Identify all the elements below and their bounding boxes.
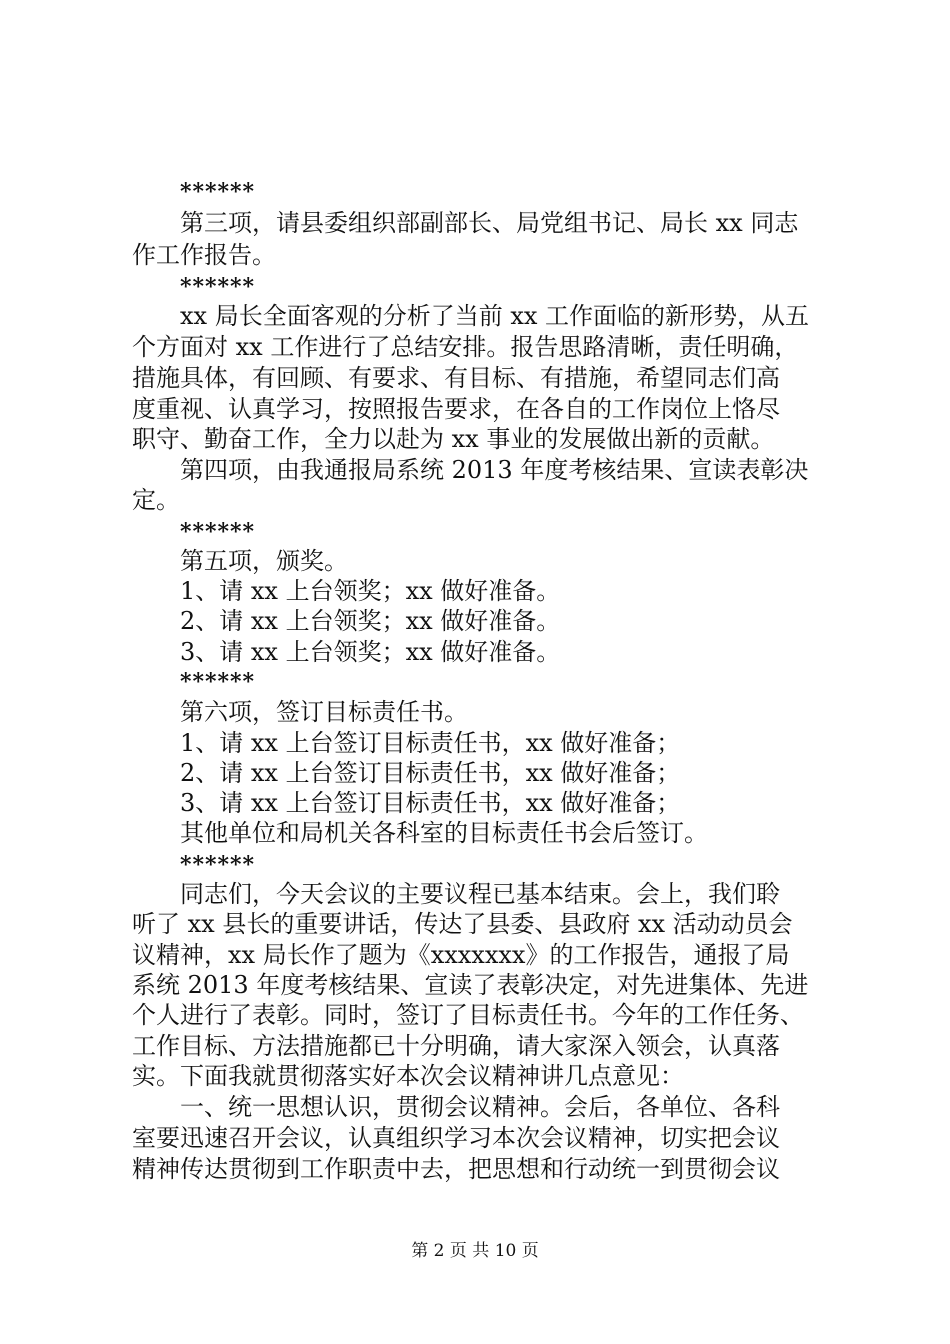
paragraph-line: 第三项，请县委组织部副部长、局党组书记、局长 xx 同志	[180, 209, 799, 237]
paragraph-line: 度重视、认真学习，按照报告要求，在各自的工作岗位上恪尽	[132, 395, 780, 423]
paragraph-line: 一、统一思想认识，贯彻会议精神。会后，各单位、各科	[180, 1093, 780, 1121]
paragraph-line: 第六项，签订目标责任书。	[180, 698, 468, 726]
separator-stars: ******	[180, 179, 256, 205]
separator-stars: ******	[180, 274, 256, 300]
list-item: 3、请 xx 上台签订目标责任书，xx 做好准备；	[180, 789, 681, 817]
separator-stars: ******	[180, 852, 256, 878]
paragraph-line: 议精神，xx 局长作了题为《xxxxxxx》的工作报告，通报了局	[132, 941, 790, 969]
paragraph-line: 个方面对 xx 工作进行了总结安排。报告思路清晰，责任明确，	[132, 333, 799, 361]
paragraph-line: 措施具体，有回顾、有要求、有目标、有措施，希望同志们高	[132, 364, 780, 392]
paragraph-line: 第五项，颁奖。	[180, 547, 348, 575]
paragraph-line: 定。	[132, 486, 180, 514]
page-number-footer: 第 2 页 共 10 页	[411, 1241, 539, 1261]
paragraph-line: 职守、勤奋工作，全力以赴为 xx 事业的发展做出新的贡献。	[132, 425, 775, 453]
separator-stars: ******	[180, 519, 256, 545]
paragraph-line: 工作目标、方法措施都已十分明确，请大家深入领会，认真落	[132, 1032, 780, 1060]
paragraph-line: 第四项，由我通报局系统 2013 年度考核结果、宣读表彰决	[180, 456, 809, 484]
paragraph-line: 室要迅速召开会议，认真组织学习本次会议精神，切实把会议	[132, 1124, 780, 1152]
paragraph-line: 听了 xx 县长的重要讲话，传达了县委、县政府 xx 活动动员会	[132, 910, 793, 938]
paragraph-line: xx 局长全面客观的分析了当前 xx 工作面临的新形势，从五	[180, 302, 810, 330]
paragraph-line: 系统 2013 年度考核结果、宣读了表彰决定，对先进集体、先进	[132, 971, 809, 999]
paragraph-line: 作工作报告。	[132, 241, 276, 269]
list-item: 1、请 xx 上台领奖；xx 做好准备。	[180, 577, 561, 605]
paragraph-line: 个人进行了表彰。同时，签订了目标责任书。今年的工作任务、	[132, 1001, 804, 1029]
list-item: 3、请 xx 上台领奖；xx 做好准备。	[180, 638, 561, 666]
paragraph-line: 其他单位和局机关各科室的目标责任书会后签订。	[180, 819, 708, 847]
list-item: 2、请 xx 上台领奖；xx 做好准备。	[180, 607, 561, 635]
paragraph-line: 实。下面我就贯彻落实好本次会议精神讲几点意见：	[132, 1062, 684, 1090]
list-item: 2、请 xx 上台签订目标责任书，xx 做好准备；	[180, 759, 681, 787]
separator-stars: ******	[180, 669, 256, 695]
paragraph-line: 同志们，今天会议的主要议程已基本结束。会上，我们聆	[180, 880, 780, 908]
list-item: 1、请 xx 上台签订目标责任书，xx 做好准备；	[180, 729, 681, 757]
paragraph-line: 精神传达贯彻到工作职责中去，把思想和行动统一到贯彻会议	[132, 1155, 780, 1183]
